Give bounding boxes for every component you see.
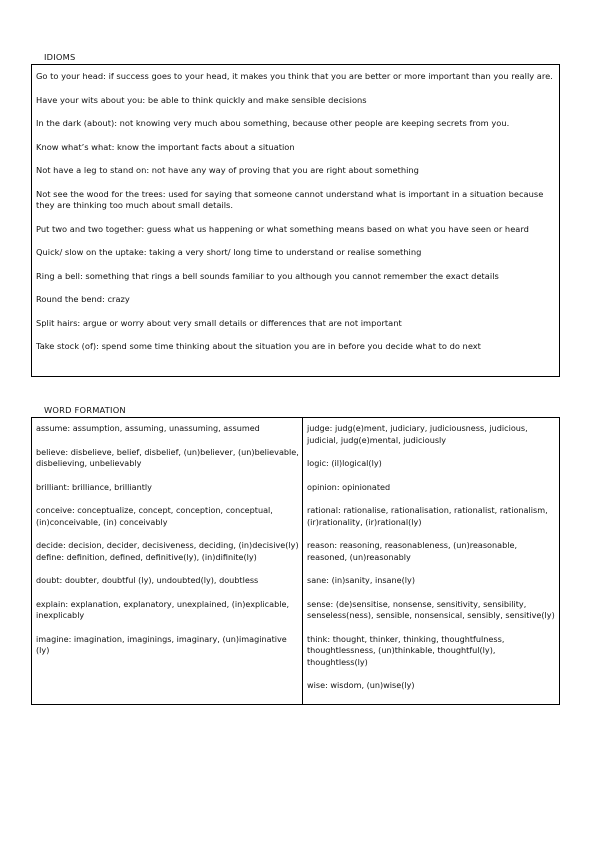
- separator: :: [77, 317, 83, 328]
- word-formation-entry-definition: disbelieve, belief, disbelief, (un)believer, (un)believable, disbelieving, unbelievably: [36, 446, 299, 468]
- word-formation-entry: [36, 423, 299, 435]
- separator: :: [326, 575, 332, 585]
- idiom-entry: [36, 294, 555, 306]
- word-formation-entry-definition: rationalise, rationalisation, rationalist, rationalism, (ir)rationality, (ir)rational(ly): [307, 505, 548, 527]
- separator: :: [329, 423, 335, 433]
- word-formation-right-column: [303, 418, 559, 704]
- idiom-entry-term: Quick/ slow on the uptake: [36, 247, 144, 257]
- word-formation-entry-term: sane: [307, 575, 327, 585]
- separator: :: [67, 423, 73, 433]
- separator: :: [62, 540, 69, 550]
- word-formation-entry-definition: definition, defined, definitive(ly), (in)difinite(ly): [66, 551, 257, 562]
- word-formation-entry-term: doubt: [36, 575, 60, 585]
- word-formation-entry-definition: explanation, explanatory, unexplained, (in)explicable, inexplicably: [36, 598, 290, 620]
- idiom-entry-definition: guess what us happening or what something means based on what you have seen or heard: [146, 223, 529, 234]
- idiom-entry-definition: something that rings a bell sounds familiar to you although you cannot remember the exact details: [85, 270, 499, 281]
- word-formation-entry: [36, 505, 299, 528]
- idioms-section-title: IDIOMS: [44, 52, 76, 62]
- word-formation-entry-definition: wisdom, (un)wise(ly): [330, 680, 415, 690]
- word-formation-entry-term: believe: [36, 446, 66, 457]
- word-formation-entry-definition: thought, thinker, thinking, thoughtfulness, thoughtlessness, (un)thinkable, thoughtful(ly), thoughtless(ly): [307, 633, 505, 667]
- idiom-entry-definition: spend some time thinking about the situation you are in before you decide what to do next: [101, 341, 481, 351]
- separator: :: [68, 633, 74, 644]
- separator: :: [146, 165, 152, 175]
- idiom-entry-term: Go to your head: [36, 71, 104, 81]
- word-formation-entry-term: wise: [307, 680, 326, 690]
- idiom-entry-term: Not have a leg to stand on: [36, 165, 147, 175]
- idiom-entry: [36, 95, 555, 107]
- idiom-entry: [36, 271, 555, 283]
- word-formation-entry-term: logic: [307, 458, 327, 468]
- word-formation-entry-term: reason: [307, 540, 335, 550]
- idiom-entry-term: Ring a bell: [36, 270, 80, 281]
- word-formation-table: [31, 417, 560, 705]
- word-formation-entry: [307, 634, 556, 669]
- word-formation-entry-term: imagine: [36, 633, 69, 644]
- idiom-entry-term: Not see the wood for the trees: [36, 188, 163, 199]
- word-formation-entry-definition: brilliance, brilliantly: [72, 481, 152, 492]
- separator: :: [66, 481, 73, 492]
- word-formation-entry-definition: (in)sanity, insane(ly): [331, 575, 415, 585]
- word-formation-entry: [36, 599, 299, 622]
- word-formation-entry: [36, 540, 299, 552]
- idiom-entry-definition: not have any way of proving that you are right about something: [151, 165, 419, 175]
- word-formation-entry-term: judge: [307, 423, 330, 433]
- idiom-entry: [36, 71, 555, 83]
- word-formation-entry-term: opinion: [307, 481, 337, 492]
- word-formation-entry-definition: opinionated: [342, 481, 391, 492]
- separator: :: [327, 633, 333, 644]
- separator: :: [65, 446, 71, 457]
- word-formation-entry: [307, 505, 556, 528]
- word-formation-entry: [307, 423, 556, 446]
- separator: :: [162, 188, 169, 199]
- idiom-entry-definition: taking a very short/ long time to understand or realise something: [149, 247, 422, 257]
- word-formation-entry: [307, 599, 556, 622]
- separator: :: [71, 505, 78, 515]
- idioms-box: [31, 64, 560, 377]
- word-formation-entry: [307, 482, 556, 494]
- idiom-entry-term: Take stock (of): [36, 341, 97, 351]
- separator: :: [79, 270, 86, 281]
- word-formation-entry-definition: doubter, doubtful (ly), undoubted(ly), doubtless: [64, 575, 259, 585]
- word-formation-entry: [36, 634, 299, 657]
- word-formation-entry: [36, 447, 299, 470]
- separator: :: [61, 551, 67, 562]
- idiom-entry-definition: argue or worry about very small details or differences that are not important: [82, 317, 402, 328]
- idiom-entry: [36, 247, 555, 259]
- word-formation-entry-term: explain: [36, 598, 66, 609]
- word-formation-entry: [307, 540, 556, 563]
- idiom-entry-definition: not knowing very much abou something, because other people are keeping secrets from you.: [119, 118, 510, 128]
- idiom-entry: [36, 189, 555, 212]
- idiom-entry-term: Put two and two together: [36, 223, 142, 234]
- idiom-entry-term: Have your wits about you: [36, 94, 143, 105]
- word-formation-entry-definition: decision, decider, decisiveness, deciding, (in)decisive(ly): [68, 540, 299, 550]
- word-formation-entry-term: define: [36, 551, 62, 562]
- word-formation-entry-term: brilliant: [36, 481, 67, 492]
- word-formation-entry-definition: conceptualize, concept, conception, conceptual, (in)conceivable, (in) conceivably: [36, 505, 273, 527]
- idiom-entry-term: Split hairs: [36, 317, 78, 328]
- idiom-entry-definition: used for saying that someone cannot understand what is important in a situation because they are thinking too much about small details.: [36, 188, 544, 210]
- word-formation-entry-term: sense: [307, 598, 331, 609]
- separator: :: [96, 341, 102, 351]
- idiom-entry-definition: if success goes to your head, it makes you think that you are better or more important than you really are.: [108, 71, 553, 81]
- separator: :: [141, 223, 147, 234]
- separator: :: [142, 94, 148, 105]
- separator: :: [102, 294, 108, 304]
- idiom-entry: [36, 142, 555, 154]
- idiom-entry-term: Know what’s what: [36, 141, 112, 152]
- idiom-entry-term: In the dark (about): [36, 118, 115, 128]
- word-formation-entry-definition: (il)logical(ly): [331, 458, 382, 468]
- word-formation-entry-definition: imagination, imaginings, imaginary, (un)imaginative (ly): [36, 633, 287, 655]
- separator: :: [330, 598, 336, 609]
- word-formation-entry: [36, 575, 299, 587]
- separator: :: [326, 458, 332, 468]
- word-formation-entry-definition: assumption, assuming, unassuming, assumed: [72, 423, 260, 433]
- separator: :: [114, 118, 120, 128]
- idiom-entry: [36, 118, 555, 130]
- word-formation-entry-definition: (de)sensitise, nonsense, sensitivity, sensibility, senseless(ness), sensible, nonsensical, sensibly, sensitive(ly): [307, 598, 555, 620]
- separator: :: [336, 481, 343, 492]
- word-formation-entry-definition: judg(e)ment, judiciary, judiciousness, judicious, judicial, judg(e)mental, judiciously: [307, 423, 528, 445]
- word-formation-entry: [307, 458, 556, 470]
- idiom-entry-term: Round the bend: [36, 294, 103, 304]
- idiom-entry: [36, 165, 555, 177]
- word-formation-entry: [307, 680, 556, 692]
- word-formation-entry-term: rational: [307, 505, 338, 515]
- separator: :: [334, 540, 340, 550]
- idiom-entry: [36, 341, 555, 353]
- separator: :: [59, 575, 65, 585]
- word-formation-left-column: [32, 418, 303, 704]
- separator: :: [143, 247, 150, 257]
- idiom-entry: [36, 224, 555, 236]
- separator: :: [111, 141, 117, 152]
- word-formation-entry: [36, 482, 299, 494]
- word-formation-entry-term: decide: [36, 540, 63, 550]
- idiom-entry: [36, 318, 555, 330]
- word-formation-entry: [307, 575, 556, 587]
- separator: :: [338, 505, 344, 515]
- word-formation-section-title: WORD FORMATION: [44, 405, 126, 415]
- word-formation-entry-term: conceive: [36, 505, 72, 515]
- idiom-entry-definition: know the important facts about a situation: [117, 141, 295, 152]
- idiom-entry-definition: be able to think quickly and make sensible decisions: [147, 94, 367, 105]
- separator: :: [325, 680, 331, 690]
- idiom-entry-definition: crazy: [107, 294, 130, 304]
- word-formation-entry-definition: reasoning, reasonableness, (un)reasonable, reasoned, (un)reasonably: [307, 540, 518, 562]
- word-formation-entry-term: assume: [36, 423, 68, 433]
- word-formation-entry-term: think: [307, 633, 328, 644]
- separator: :: [103, 71, 109, 81]
- word-formation-entry: [36, 552, 299, 564]
- separator: :: [65, 598, 71, 609]
